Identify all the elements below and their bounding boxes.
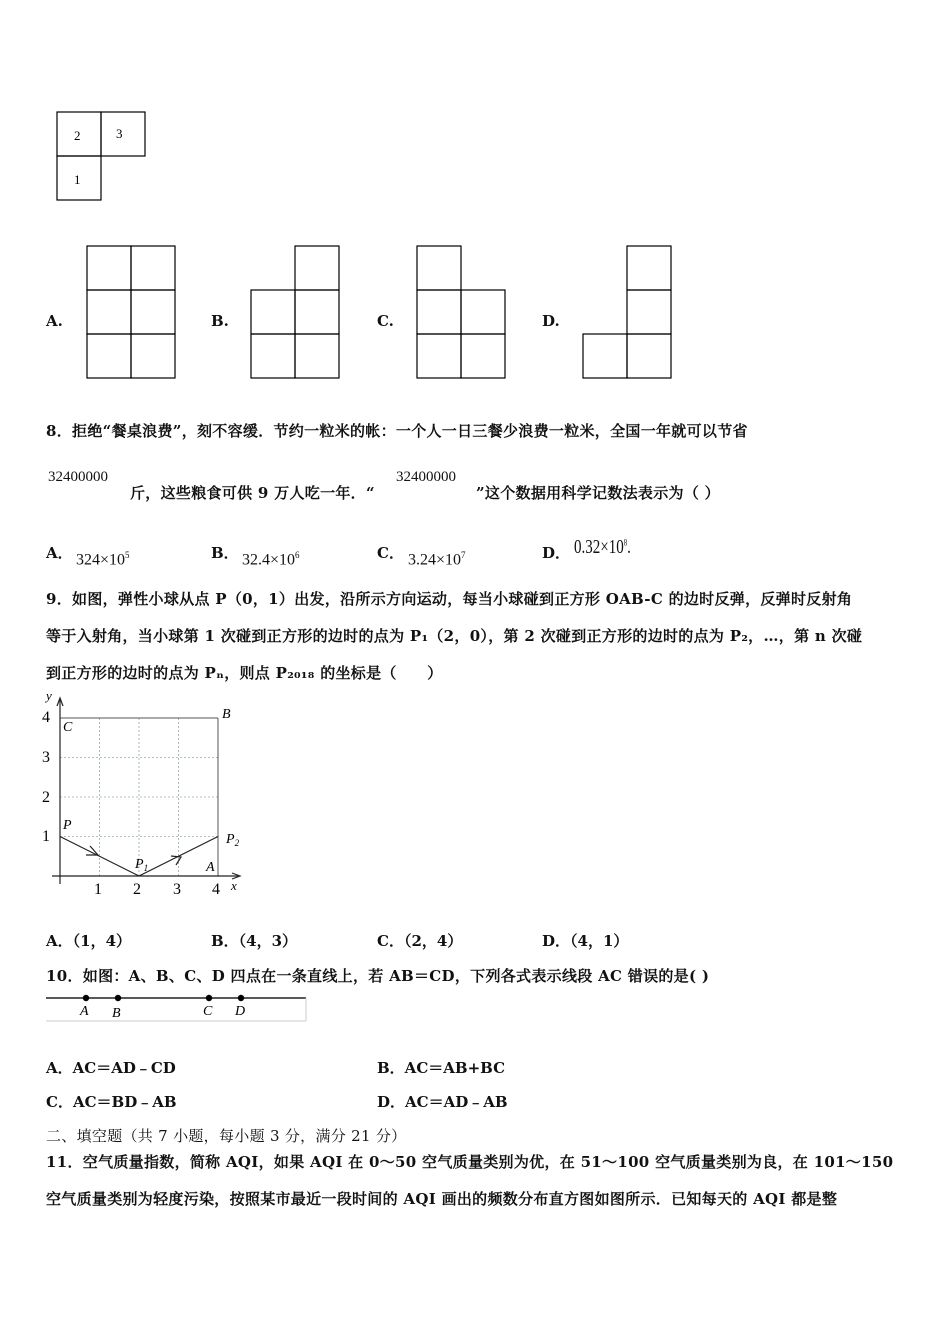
- q9-option-c: C．（2，4）: [377, 932, 463, 950]
- q10-option-d: D．AC＝AD﹣AB: [377, 1093, 508, 1111]
- q10-number-line: [44, 990, 309, 1026]
- q10-option-a: A．AC＝AD﹣CD: [46, 1059, 176, 1077]
- section-title-fill-in: 二、填空题（共 7 小题，每小题 3 分，满分 21 分）: [46, 1127, 407, 1145]
- q10-question-line1: 10．如图：A、B、C、D 四点在一条直线上，若 AB＝CD，下列各式表示线段 AC 错误的是( ): [46, 967, 710, 985]
- q9-question-line3: 到正方形的边时的点为 Pₙ，则点 P₂₀₁₈ 的坐标是（ ）: [46, 664, 443, 682]
- square-label-1: 1: [74, 172, 81, 187]
- point-c-label: C: [203, 1004, 213, 1019]
- q9-question-line1: 9．如图，弹性小球从点 P（0，1）出发，沿所示方向运动，每当小球碰到正方形 OAB-C 的边时反弹，反弹时反射角: [46, 590, 853, 608]
- q8-number-1: 32400000: [48, 469, 108, 485]
- q10-option-c: C．AC＝BD﹣AB: [46, 1093, 177, 1111]
- point-label-p2: $P_2$: [226, 832, 240, 848]
- x-tick-3: 3: [173, 881, 181, 898]
- point-label-p1: $P_1$: [135, 857, 149, 873]
- q7-option-d-label: D.: [542, 312, 560, 330]
- q9-option-b: B．（4，3）: [211, 932, 298, 950]
- y-tick-1: 1: [42, 828, 50, 845]
- q8-option-a-value: $324\times 10^5$: [76, 550, 130, 569]
- x-axis-label: x: [231, 878, 237, 893]
- q7-option-c-label: C.: [377, 312, 394, 330]
- x-tick-1: 1: [94, 881, 102, 898]
- q7-option-c-figure: [414, 243, 510, 383]
- y-tick-3: 3: [42, 749, 50, 766]
- q8-question-line1: 8．拒绝“餐桌浪费”，刻不容缓．节约一粒米的帐：一个人一日三餐少浪费一粒米，全国一年就可以节省: [46, 422, 748, 440]
- q10-option-b: B．AC＝AB+BC: [377, 1059, 506, 1077]
- q8-question-text-b: ”这个数据用科学记数法表示为（ ）: [476, 484, 720, 502]
- q9-option-a: A．（1，4）: [46, 932, 132, 950]
- q8-question-text-a: 斤，这些粮食可供 9 万人吃一年．“: [130, 484, 375, 502]
- y-tick-2: 2: [42, 789, 50, 806]
- figure-three-squares: [50, 105, 160, 205]
- q8-option-b-label: B．: [211, 544, 239, 562]
- square-label-2: 2: [74, 128, 81, 143]
- q7-option-d-figure: [580, 243, 676, 383]
- q7-option-b-label: B.: [211, 312, 229, 330]
- point-b-label: B: [112, 1006, 121, 1021]
- x-tick-4: 4: [212, 881, 220, 898]
- q8-number-2: 32400000: [396, 469, 456, 485]
- y-tick-4: 4: [42, 709, 50, 726]
- q9-coordinate-graph: [38, 688, 253, 898]
- q8-option-b-value: $32.4\times 10^6$: [242, 550, 300, 569]
- q8-option-a-label: A．: [46, 544, 73, 562]
- y-axis-label: y: [46, 688, 52, 703]
- point-label-a: A: [206, 860, 215, 875]
- q7-option-a-figure: [84, 243, 180, 383]
- q7-option-a-label: A.: [46, 312, 63, 330]
- q9-question-line2: 等于入射角，当小球第 1 次碰到正方形的边时的点为 P₁（2，0），第 2 次碰到正方形的边时的点为 P₂，…，第 n 次碰: [46, 627, 863, 645]
- x-tick-2: 2: [133, 881, 141, 898]
- q8-option-c-value: $3.24\times 10^7$: [408, 550, 466, 569]
- point-d-label: D: [235, 1004, 246, 1019]
- q11-question-line1: 11．空气质量指数，简称 AQI，如果 AQI 在 0～50 空气质量类别为优，在 51～100 空气质量类别为良，在 101～150: [46, 1153, 894, 1171]
- point-label-c: C: [63, 720, 73, 735]
- point-label-b: B: [222, 707, 231, 722]
- q9-option-d: D．（4，1）: [542, 932, 629, 950]
- q8-option-d-value: $0.32\times 10^8$.: [574, 536, 631, 558]
- point-a-label: A: [80, 1004, 89, 1019]
- q7-option-b-figure: [248, 243, 344, 383]
- q8-option-c-label: C．: [377, 544, 404, 562]
- point-label-p: P: [63, 818, 72, 833]
- q11-question-line2: 空气质量类别为轻度污染，按照某市最近一段时间的 AQI 画出的频数分布直方图如图所示．已知每天的 AQI 都是整: [46, 1190, 838, 1208]
- q8-option-d-label: D．: [542, 544, 571, 562]
- square-label-3: 3: [116, 126, 123, 141]
